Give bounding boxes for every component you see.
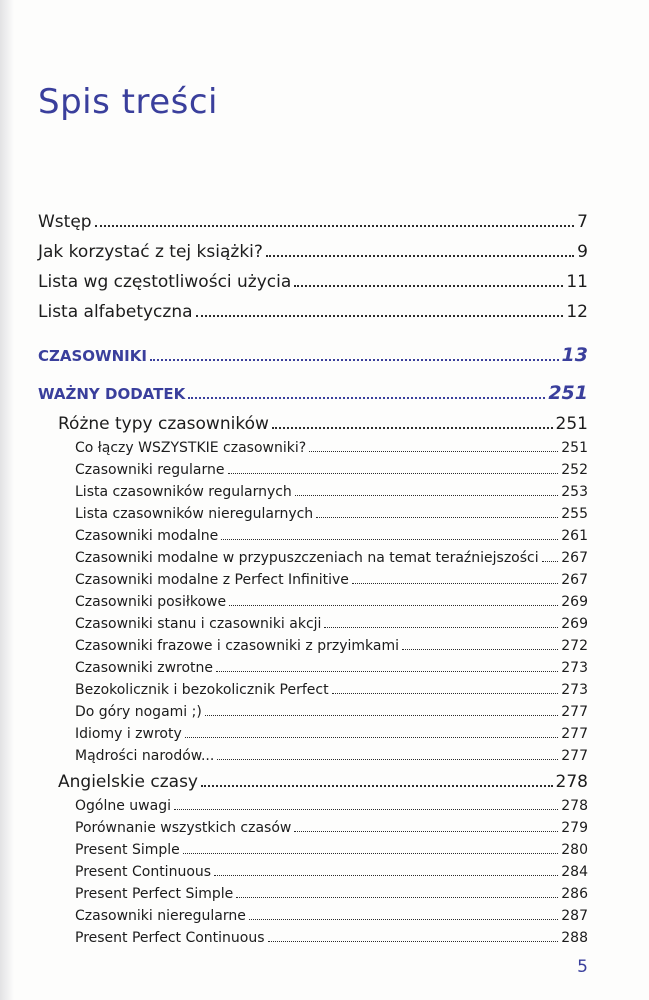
- toc-subentry-page: 269: [561, 616, 588, 632]
- dot-leader: [174, 808, 558, 810]
- toc-subentry: [38, 528, 588, 550]
- toc-subentry-label: Present Continuous: [75, 864, 212, 880]
- toc-subentry-label: Ogólne uwagi: [75, 798, 171, 814]
- toc-subentry: [38, 930, 588, 952]
- toc-group-heading: [38, 414, 588, 440]
- toc-entry: [38, 212, 588, 242]
- toc-subentry: [38, 506, 588, 528]
- page-gutter-shadow: [0, 0, 14, 1000]
- toc-subentry-label: Czasowniki frazowe i czasowniki z przyimkami: [75, 638, 399, 654]
- dot-leader: [188, 396, 545, 399]
- dot-leader: [214, 874, 558, 876]
- toc-subentry: [38, 594, 588, 616]
- toc-entry-label: Jak korzystać z tej książki?: [38, 242, 263, 262]
- toc-subentry-label: Bezokolicznik i bezokolicznik Perfect: [75, 682, 329, 698]
- toc-top-entries: [38, 212, 588, 332]
- toc-subentry: [38, 638, 588, 660]
- toc-subentry: [38, 484, 588, 506]
- toc-section-label: CZASOWNIKI: [38, 347, 147, 365]
- toc-entry: [38, 302, 588, 332]
- dot-leader: [352, 582, 558, 584]
- toc-section-page: 13: [561, 344, 588, 366]
- toc-subentry-page: 253: [561, 484, 588, 500]
- toc-subentry-label: Co łączy WSZYSTKIE czasowniki?: [75, 440, 307, 456]
- toc-subentry-label: Czasowniki modalne w przypuszczeniach na temat teraźniejszości: [75, 550, 539, 566]
- toc-group-page: 278: [555, 772, 588, 792]
- toc-group-page: 251: [555, 414, 588, 434]
- dot-leader: [249, 918, 558, 920]
- dot-leader: [229, 604, 558, 606]
- toc-subentry: [38, 616, 588, 638]
- toc-subentry-page: 286: [561, 886, 588, 902]
- toc-subentry-label: Czasowniki modalne z Perfect Infinitive: [75, 572, 349, 588]
- toc-subentry-label: Present Perfect Continuous: [75, 930, 265, 946]
- toc-subentry-page: 255: [561, 506, 588, 522]
- toc-subentry-page: 267: [561, 572, 588, 588]
- toc-subentry-label: Czasowniki zwrotne: [75, 660, 214, 676]
- toc-subentry-page: 267: [561, 550, 588, 566]
- dot-leader: [316, 516, 558, 518]
- toc-subentry-label: Porównanie wszystkich czasów: [75, 820, 292, 836]
- dot-leader: [402, 648, 558, 650]
- dot-leader: [542, 560, 559, 562]
- page-title: Spis treści: [38, 82, 218, 122]
- toc-entry-page: 12: [566, 302, 588, 322]
- toc-subentry: [38, 682, 588, 704]
- toc-subentry-label: Present Perfect Simple: [75, 886, 234, 902]
- toc-entry-label: Wstęp: [38, 212, 92, 232]
- toc-group-label: Angielskie czasy: [58, 772, 198, 792]
- dot-leader: [185, 736, 558, 738]
- toc-subentry: [38, 704, 588, 726]
- dot-leader: [272, 426, 553, 429]
- toc-subentry-label: Lista czasowników nieregularnych: [75, 506, 314, 522]
- toc-subentry: [38, 908, 588, 930]
- toc-section-heading: [38, 376, 588, 414]
- dot-leader: [221, 538, 558, 540]
- toc-subentry-page: 277: [561, 704, 588, 720]
- toc-subentry: [38, 572, 588, 594]
- toc-subentry-page: 277: [561, 748, 588, 764]
- page-number: 5: [577, 957, 588, 977]
- dot-leader: [294, 830, 558, 832]
- toc-subentry-page: 252: [561, 462, 588, 478]
- toc-section-label: WAŻNY DODATEK: [38, 385, 186, 403]
- toc-section-page: 251: [548, 382, 588, 404]
- table-of-contents: [38, 212, 588, 952]
- toc-subentry-page: 279: [561, 820, 588, 836]
- toc-entry-page: 7: [577, 212, 588, 232]
- toc-subentry-page: 287: [561, 908, 588, 924]
- dot-leader: [228, 472, 559, 474]
- toc-section-heading: [38, 338, 588, 376]
- toc-subentry: [38, 886, 588, 908]
- toc-subentry: [38, 842, 588, 864]
- toc-group-list: [38, 440, 588, 770]
- toc-subentry-page: 269: [561, 594, 588, 610]
- toc-subentry-page: 278: [561, 798, 588, 814]
- toc-subentry-page: 288: [561, 930, 588, 946]
- dot-leader: [236, 896, 558, 898]
- toc-group-label: Różne typy czasowników: [58, 414, 269, 434]
- toc-group-list: [38, 798, 588, 952]
- toc-subentry-page: 280: [561, 842, 588, 858]
- toc-entry: [38, 272, 588, 302]
- toc-subentry-label: Lista czasowników regularnych: [75, 484, 292, 500]
- toc-subentry: [38, 550, 588, 572]
- dot-leader: [183, 852, 558, 854]
- toc-subentry-label: Czasowniki stanu i czasowniki akcji: [75, 616, 322, 632]
- toc-subentry: [38, 462, 588, 484]
- dot-leader: [324, 626, 558, 628]
- toc-subentry-page: 273: [561, 660, 588, 676]
- toc-subentry-label: Mądrości narodów...: [75, 748, 215, 764]
- toc-subentry-page: 277: [561, 726, 588, 742]
- dot-leader: [205, 714, 558, 716]
- dot-leader: [196, 314, 564, 317]
- dot-leader: [216, 670, 558, 672]
- dot-leader: [201, 784, 553, 787]
- toc-entry-page: 11: [566, 272, 588, 292]
- dot-leader: [332, 692, 559, 694]
- toc-group-heading: [38, 772, 588, 798]
- toc-subentry: [38, 798, 588, 820]
- toc-entry: [38, 242, 588, 272]
- dot-leader: [294, 284, 563, 287]
- toc-subentry-page: 261: [561, 528, 588, 544]
- dot-leader: [266, 254, 574, 257]
- toc-subentry: [38, 748, 588, 770]
- toc-subentry: [38, 660, 588, 682]
- dot-leader: [95, 224, 575, 227]
- toc-subentry-label: Czasowniki posiłkowe: [75, 594, 227, 610]
- toc-entry-label: Lista alfabetyczna: [38, 302, 193, 322]
- toc-subentry-label: Idiomy i zwroty: [75, 726, 182, 742]
- toc-subentry-label: Czasowniki modalne: [75, 528, 219, 544]
- dot-leader: [309, 450, 558, 452]
- toc-subentry: [38, 726, 588, 748]
- toc-subentry: [38, 440, 588, 462]
- dot-leader: [268, 940, 559, 942]
- dot-leader: [295, 494, 558, 496]
- toc-subentry-page: 272: [561, 638, 588, 654]
- toc-subentry-page: 273: [561, 682, 588, 698]
- toc-entry-page: 9: [577, 242, 588, 262]
- toc-subentry-page: 251: [561, 440, 588, 456]
- toc-subentry-label: Do góry nogami ;): [75, 704, 202, 720]
- toc-subentry-label: Czasowniki regularne: [75, 462, 225, 478]
- toc-subentry: [38, 820, 588, 842]
- toc-subentry: [38, 864, 588, 886]
- dot-leader: [150, 358, 559, 361]
- toc-entry-label: Lista wg częstotliwości użycia: [38, 272, 292, 292]
- toc-subentry-label: Present Simple: [75, 842, 180, 858]
- dot-leader: [217, 758, 558, 760]
- toc-subentry-page: 284: [561, 864, 588, 880]
- toc-subentry-label: Czasowniki nieregularne: [75, 908, 246, 924]
